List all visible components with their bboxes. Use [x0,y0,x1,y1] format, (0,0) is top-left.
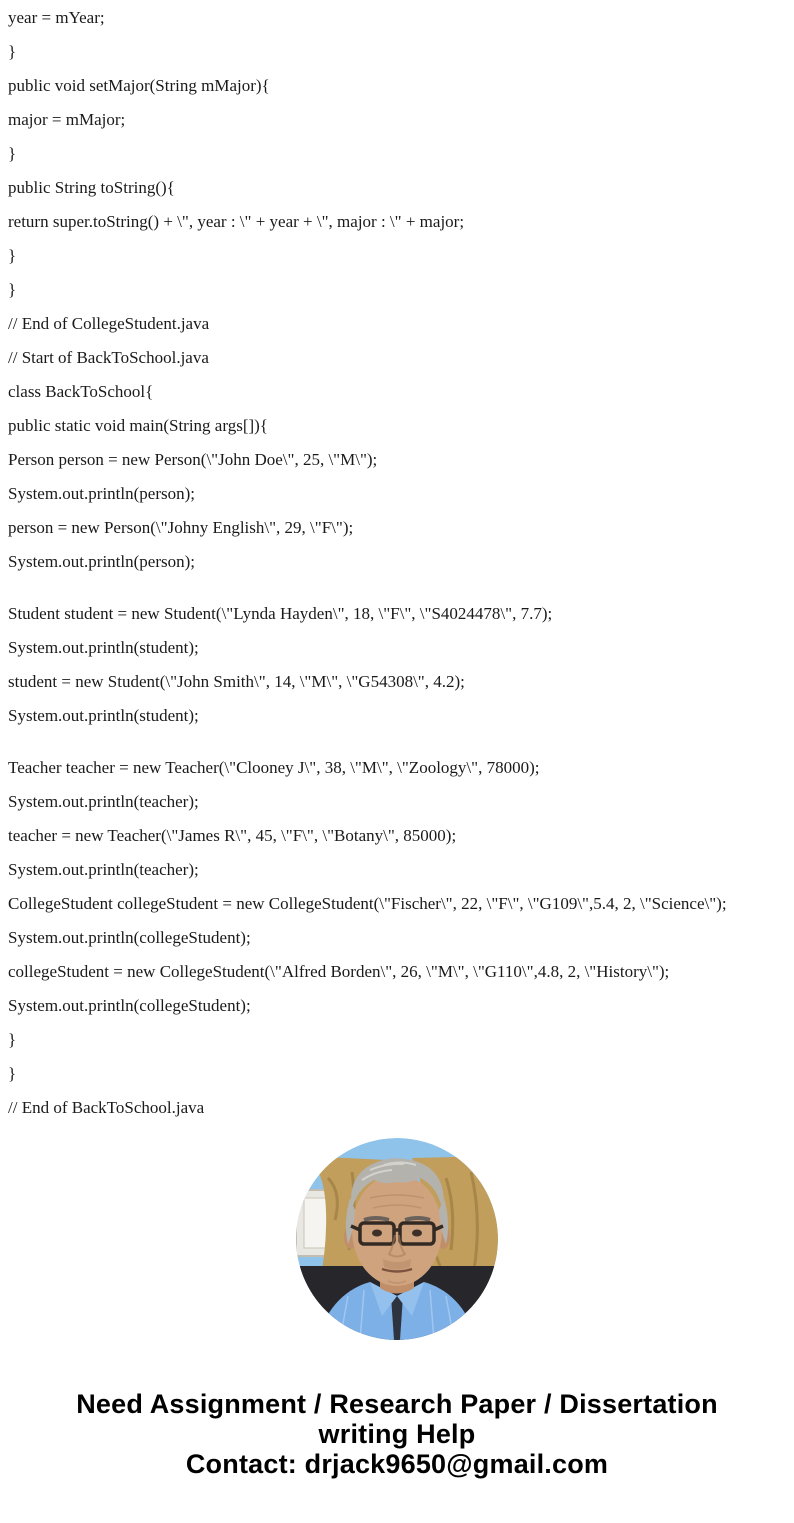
code-line: person = new Person(\"Johny English\", 29, \"F\"); [8,518,354,537]
code-line: major = mMajor; [8,110,126,129]
code-line: student = new Student(\"John Smith\", 14, \"M\", \"G54308\", 4.2); [8,672,465,691]
code-line: System.out.println(teacher); [8,860,199,879]
footer-heading-line1: Need Assignment / Research Paper / Dissertation [76,1388,718,1419]
code-line: } [8,280,17,299]
code-line: public void setMajor(String mMajor){ [8,76,270,95]
code-line: System.out.println(teacher); [8,792,199,811]
code-line: } [8,144,17,163]
code-line: year = mYear; [8,8,105,27]
footer-contact-email: Contact: drjack9650@gmail.com [185,1448,609,1479]
eyebrow-right [405,1218,430,1220]
code-line: } [8,1064,17,1083]
code-line: Teacher teacher = new Teacher(\"Clooney J\", 38, \"M\", \"Zoology\", 78000); [8,758,540,777]
code-block [8,8,786,1118]
code-line: // Start of BackToSchool.java [8,348,209,367]
code-line: teacher = new Teacher(\"James R\", 45, \"F\", \"Botany\", 85000); [8,826,457,845]
blank-line [8,586,786,604]
footer-advertisement [8,1389,786,1479]
code-line: } [8,246,17,265]
footer-heading-line2: writing Help [318,1418,476,1449]
code-line: System.out.println(person); [8,484,195,503]
tutor-avatar [296,1138,498,1340]
code-line: class BackToSchool{ [8,382,154,401]
tutor-avatar-illustration [296,1138,498,1340]
code-line: System.out.println(person); [8,552,195,571]
code-line: return super.toString() + \", year : \" + year + \", major : \" + major; [8,212,465,231]
code-line: // End of BackToSchool.java [8,1098,205,1117]
code-line: public static void main(String args[]){ [8,416,268,435]
code-line: System.out.println(collegeStudent); [8,928,251,947]
code-line: Student student = new Student(\"Lynda Hayden\", 18, \"F\", \"S4024478\", 7.7); [8,604,553,623]
eye-left [372,1229,382,1236]
eyebrow-left [364,1218,389,1220]
code-line: collegeStudent = new CollegeStudent(\"Alfred Borden\", 26, \"M\", \"G110\",4.8, 2, \"History\"); [8,962,670,981]
code-line: System.out.println(student); [8,706,199,725]
code-line: } [8,1030,17,1049]
code-line: System.out.println(student); [8,638,199,657]
code-line: Person person = new Person(\"John Doe\", 25, \"M\"); [8,450,378,469]
code-line: } [8,42,17,61]
code-line: public String toString(){ [8,178,175,197]
eye-right [412,1229,422,1236]
code-line: System.out.println(collegeStudent); [8,996,251,1015]
code-line: CollegeStudent collegeStudent = new CollegeStudent(\"Fischer\", 22, \"F\", \"G109\",5.4, 2, \"Science\"); [8,894,727,913]
blank-line [8,740,786,758]
code-line: // End of CollegeStudent.java [8,314,210,333]
